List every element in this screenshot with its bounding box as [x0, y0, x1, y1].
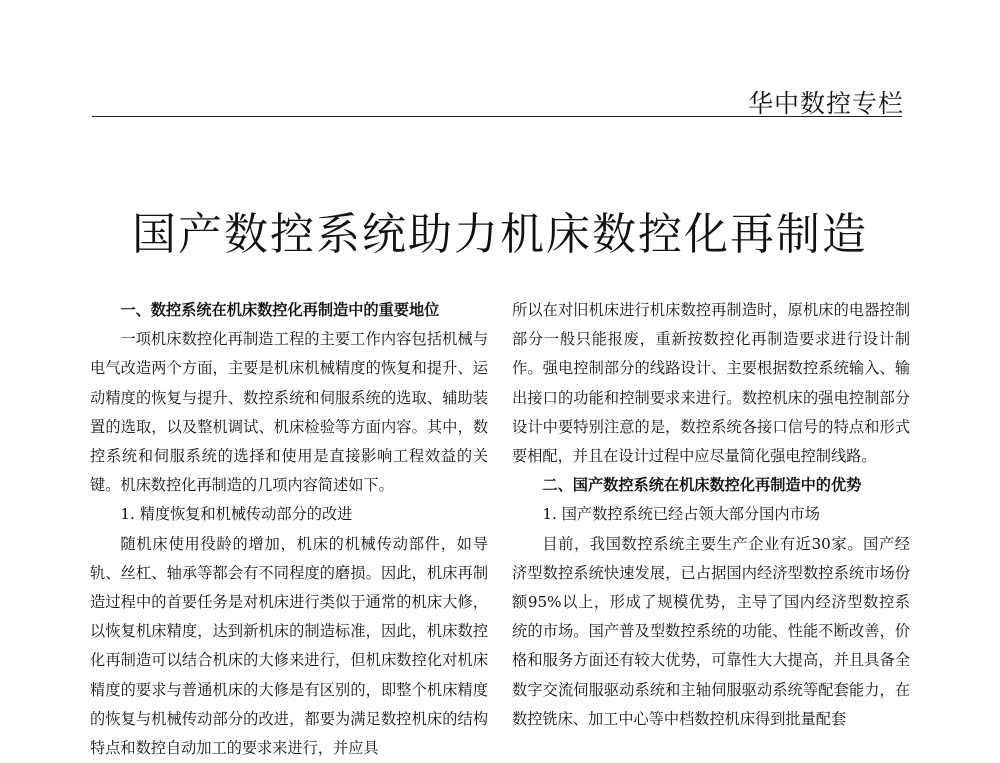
subheading-1: 1. 精度恢复和机械传动部分的改进: [120, 505, 353, 524]
subheading-2: 1. 国产数控系统已经占领大部分国内市场: [542, 505, 820, 524]
paragraph: 随机床使用役龄的增加，机床的机械传动部件，如导轨、丝杠、轴承等都会有不同程度的磨损。因此，机床再制造过程中的首要任务是对机床进行类似于通常的机床大修，以恢复机床精度，达到新机床的制造标准，因此，机床数控化再制造可以结合机床的大修来进行，但机床数控化对机床精度的要求与普通机床的大修是有区别的，即整个机床精度的恢复与机械传动部分的改进，都要为满足数控机床的结构特点和数控自动加工的要求来进行，并应具: [90, 534, 488, 758]
header-rule: [92, 116, 902, 117]
left-column: [90, 296, 488, 763]
section-heading-1: 一、数控系统在机床数控化再制造中的重要地位: [120, 301, 440, 319]
paragraph: 目前，我国数控系统主要生产企业有近30家。国产经济型数控系统快速发展，已占据国内经济型数控系统市场份额95%以上，形成了规模优势，主导了国内经济型数控系统的市场。国产普及型数控系统的功能、性能不断改善，价格和服务方面还有较大优势，可靠性大大提高，并且具备全数字交流伺服驱动系统和主轴伺服驱动系统等配套能力，在数控铣床、加工中心等中档数控机床得到批量配套: [512, 534, 910, 728]
section-heading-2: 二、国产数控系统在机床数控化再制造中的优势: [542, 476, 862, 495]
paragraph: 所以在对旧机床进行机床数控再制造时，原机床的电器控制部分一般只能报废，重新按数控化再制造要求进行设计制作。强电控制部分的线路设计、主要根据数控系统输入、输出接口的功能和控制要求来进行。数控机床的强电控制部分设计中要特别注意的是，数控系统各接口信号的特点和形式要相配，并且在设计过程中应尽量简化强电控制线路。: [512, 301, 910, 466]
column-tag: 华中数控专栏: [747, 89, 904, 118]
paragraph: 一项机床数控化再制造工程的主要工作内容包括机械与电气改造两个方面，主要是机床机械精度的恢复和提升、运动精度的恢复与提升、数控系统和伺服系统的选取、辅助装置的选取，以及整机调试、机床检验等方面内容。其中，数控系统和伺服系统的选择和使用是直接影响工程效益的关键。机床数控化再制造的几项内容简述如下。: [90, 330, 488, 495]
right-column: [512, 296, 910, 734]
article-title: 国产数控系统助力机床数控化再制造: [132, 209, 868, 260]
